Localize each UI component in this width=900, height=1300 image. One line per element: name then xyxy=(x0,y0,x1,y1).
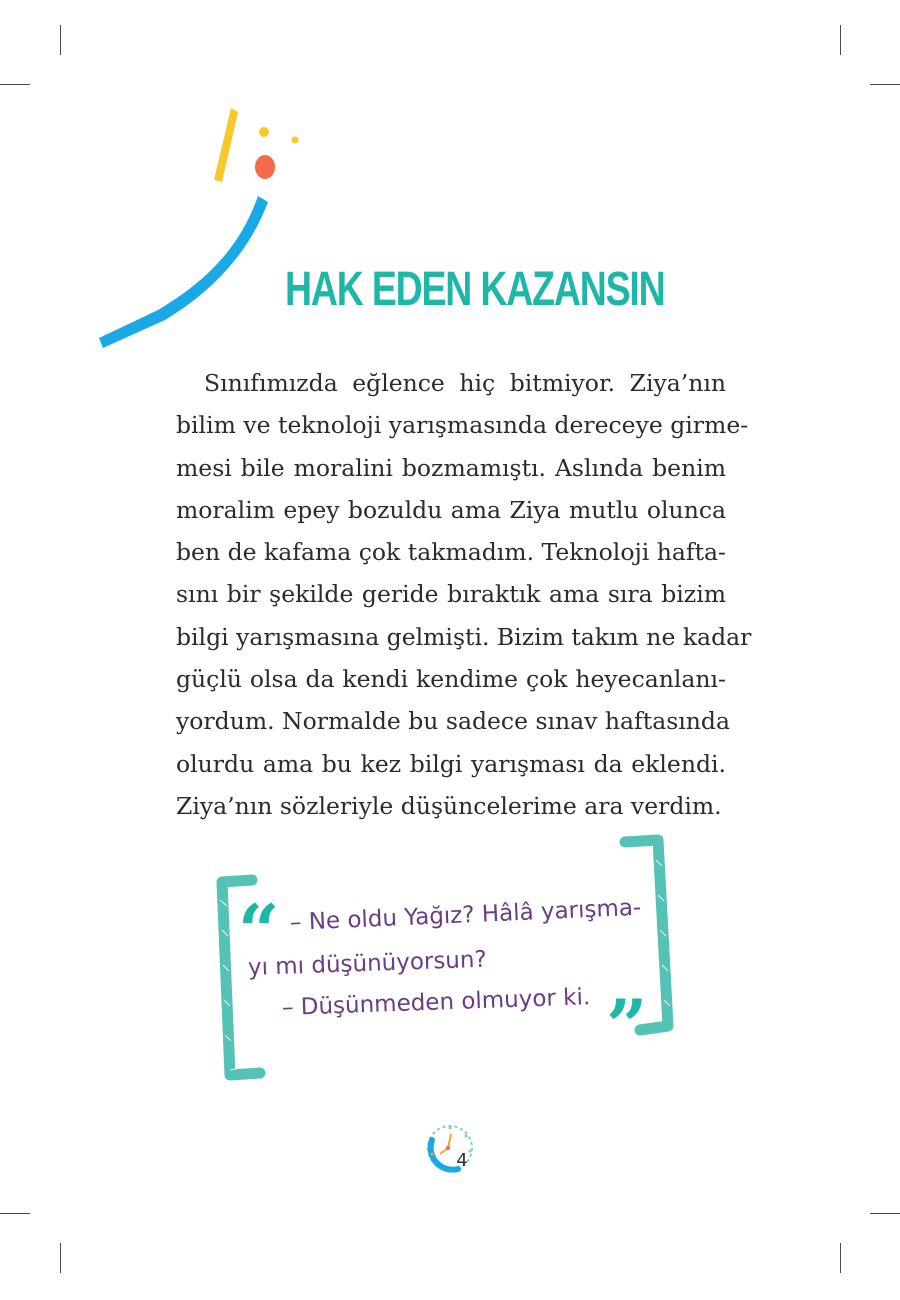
dialogue-line: yı mı düşünüyorsun? xyxy=(247,946,488,981)
page-number: 4 xyxy=(456,1150,468,1171)
paragraph-line: bilgi yarışmasına gelmişti. Bizim takım ne kadar xyxy=(176,622,752,651)
paragraph-line: ben de kafama çok takmadım. Teknoloji hafta- xyxy=(176,538,726,567)
body-paragraph xyxy=(176,362,752,827)
paragraph-line: mesi bile moralini bozmamıştı. Aslında benim xyxy=(176,453,726,482)
close-quote-mark: ” xyxy=(606,983,648,1068)
paragraph-line: olurdu ama bu kez bilgi yarışması da eklendi. xyxy=(176,749,726,778)
blue-stroke xyxy=(99,196,268,348)
paragraph-line: moralim epey bozuldu ama Ziya mutlu olunca xyxy=(176,495,726,524)
yellow-dot-small xyxy=(292,137,299,144)
open-quote-mark: “ xyxy=(238,888,280,973)
paragraph-line: Sınıfımızda eğlence hiç bitmiyor. Ziya’nın xyxy=(204,369,726,397)
decorative-strokes xyxy=(0,0,320,360)
paragraph-line: sını bir şekilde geride bıraktık ama sıra bizim xyxy=(176,580,726,609)
crop-mark xyxy=(870,84,900,85)
clock-icon xyxy=(418,1118,482,1178)
yellow-stroke xyxy=(214,108,238,182)
chapter-title: HAK EDEN KAZANSIN xyxy=(285,263,665,316)
paragraph-line: yordum. Normalde bu sadece sınav haftasında xyxy=(176,707,730,736)
yellow-dot xyxy=(259,127,269,137)
crop-mark xyxy=(870,1213,900,1214)
dialogue-line: – Ne oldu Yağız? Hâlâ yarışma- xyxy=(289,894,642,936)
crop-mark xyxy=(0,1213,30,1214)
crop-mark xyxy=(840,1243,841,1273)
dialogue-line: – Düşünmeden olmuyor ki. xyxy=(281,984,591,1021)
crop-mark xyxy=(840,25,841,55)
paragraph-line: güçlü olsa da kendi kendime çok heyecanlanı- xyxy=(176,665,726,694)
orange-dot xyxy=(255,155,275,179)
paragraph-line: bilim ve teknoloji yarışmasında dereceye girme- xyxy=(176,411,749,440)
crop-mark xyxy=(60,1243,61,1273)
paragraph-line: Ziya’nın sözleriyle düşüncelerime ara verdim. xyxy=(176,791,722,820)
